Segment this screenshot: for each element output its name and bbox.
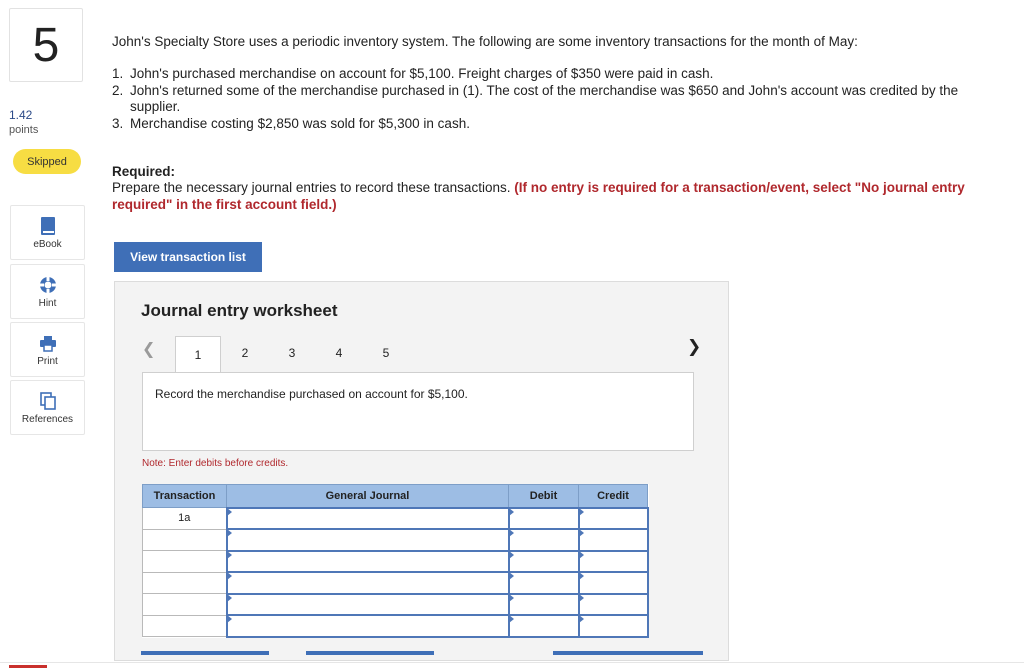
hint-button[interactable] [10,264,85,319]
copy-icon [38,391,58,411]
tab-5[interactable]: 5 [382,346,390,360]
required-note: (If no entry is required for a transaction/event, select "No journal entry required" in the first account field.) [112,180,965,212]
account-select[interactable] [227,615,509,637]
journal-entry-worksheet [114,281,729,661]
footer-divider [0,662,1024,663]
table-row [143,551,648,573]
tab-3[interactable]: 3 [288,346,296,360]
transaction-cell [143,594,227,616]
credit-input[interactable] [579,529,648,551]
lifebuoy-icon [38,275,58,295]
debit-input[interactable] [509,594,579,616]
col-debit: Debit [509,485,579,508]
action-button-edge[interactable] [306,651,434,655]
required-text: Prepare the necessary journal entries to record these transactions. (If no entry is required for a transaction/event, select "No journal entry required" in the first account field.) [112,180,965,212]
tab-1[interactable]: 1 [175,336,221,372]
points-value: 1.42 [9,108,33,122]
action-button-edge[interactable] [553,651,703,655]
col-credit: Credit [579,485,648,508]
tab-4[interactable]: 4 [335,346,343,360]
status-badge: Skipped [13,149,81,174]
transaction-cell [143,529,227,551]
table-row [143,615,648,637]
debit-input[interactable] [509,508,579,530]
debit-input[interactable] [509,551,579,573]
account-select[interactable] [227,529,509,551]
ebook-label: eBook [33,239,62,250]
credit-input[interactable] [579,508,648,530]
question-number: 5 [9,8,83,82]
transaction-list [112,66,992,132]
credit-input[interactable] [579,594,648,616]
print-label: Print [37,356,58,367]
account-select[interactable] [227,508,509,530]
account-select[interactable] [227,551,509,573]
credit-input[interactable] [579,572,648,594]
transaction-cell: 1a [143,508,227,530]
table-row [143,572,648,594]
table-row [143,529,648,551]
account-select[interactable] [227,572,509,594]
ebook-button[interactable] [10,205,85,260]
list-item: 2. John's returned some of the merchandise purchased in (1). The cost of the merchandise was $650 and John's account was credited by the supplier. [112,82,959,114]
table-row [143,594,648,616]
print-button[interactable] [10,322,85,377]
problem-intro: John's Specialty Store uses a periodic inventory system. The following are some inventory transactions for the month of May: [112,34,858,49]
action-button-edge[interactable] [141,651,269,655]
footer-accent [9,665,47,668]
credit-input[interactable] [579,615,648,637]
list-item: 1. John's purchased merchandise on account for $5,100. Freight charges of $350 were paid in cash. [112,66,714,81]
debit-input[interactable] [509,572,579,594]
chevron-right-icon[interactable]: ❯ [687,337,702,356]
tab-2[interactable]: 2 [241,346,249,360]
chevron-left-icon[interactable]: ❮ [142,341,156,358]
transaction-cell [143,551,227,573]
list-item: 3. Merchandise costing $2,850 was sold for $5,300 in cash. [112,115,470,131]
table-row [143,508,648,530]
account-select[interactable] [227,594,509,616]
book-icon [38,216,58,236]
references-button[interactable] [10,380,85,435]
col-transaction: Transaction [143,485,227,508]
worksheet-title: Journal entry worksheet [141,301,338,320]
view-transaction-list-button[interactable]: View transaction list [114,242,262,272]
printer-icon [38,333,58,353]
references-label: References [21,414,74,425]
debit-input[interactable] [509,529,579,551]
journal-table [142,484,649,638]
points-label: points [9,124,39,136]
transaction-cell [143,572,227,594]
transaction-cell [143,615,227,637]
col-general-journal: General Journal [227,485,509,508]
hint-label: Hint [38,298,57,309]
record-prompt: Record the merchandise purchased on account for $5,100. [155,387,468,401]
debit-credit-note: Note: Enter debits before credits. [142,458,289,469]
record-prompt-box [142,372,694,451]
debit-input[interactable] [509,615,579,637]
credit-input[interactable] [579,551,648,573]
required-heading: Required: [112,164,176,179]
